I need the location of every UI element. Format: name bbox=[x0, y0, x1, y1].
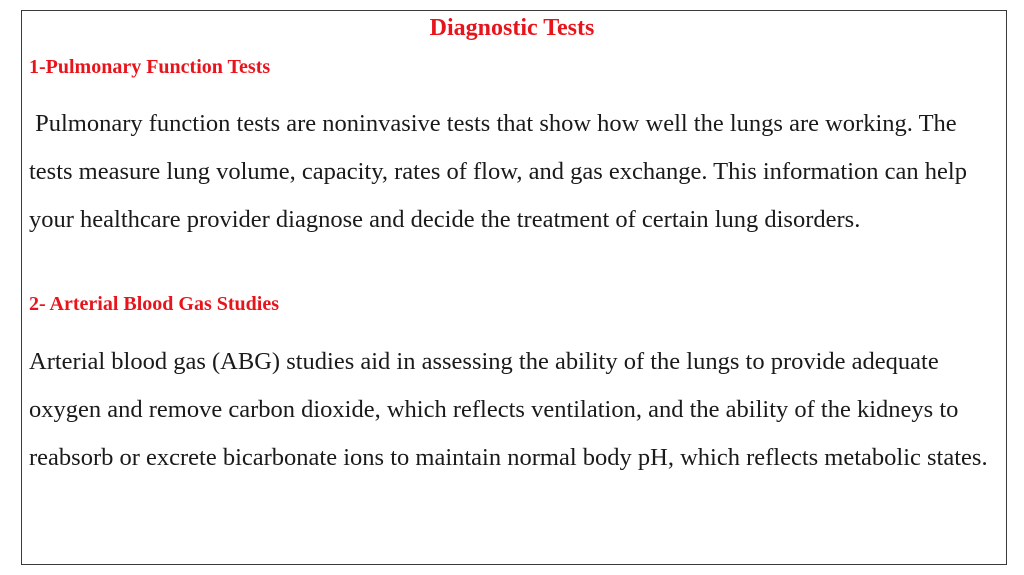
section-heading-pulmonary-function-tests: 1-Pulmonary Function Tests bbox=[29, 56, 271, 78]
page-title: Diagnostic Tests bbox=[429, 15, 595, 41]
section-text-pulmonary-function-tests: Pulmonary function tests are noninvasive tests that show how well the lungs are working. The tests measure lung volume, capacity, rates of flow, and gas exchange. This information can help your healthcare provider diagnose and decide the treatment of certain lung disorders. bbox=[29, 110, 974, 233]
section-text-arterial-blood-gas-studies: Arterial blood gas (ABG) studies aid in assessing the ability of the lungs to provide adequate oxygen and remove carbon dioxide, which reflects ventilation, and the ability of the kidneys to reabsorb or excrete bicarbonate ions to maintain normal body pH, which reflects metabolic states. bbox=[29, 348, 988, 471]
section-heading-arterial-blood-gas-studies: 2- Arterial Blood Gas Studies bbox=[29, 293, 280, 315]
